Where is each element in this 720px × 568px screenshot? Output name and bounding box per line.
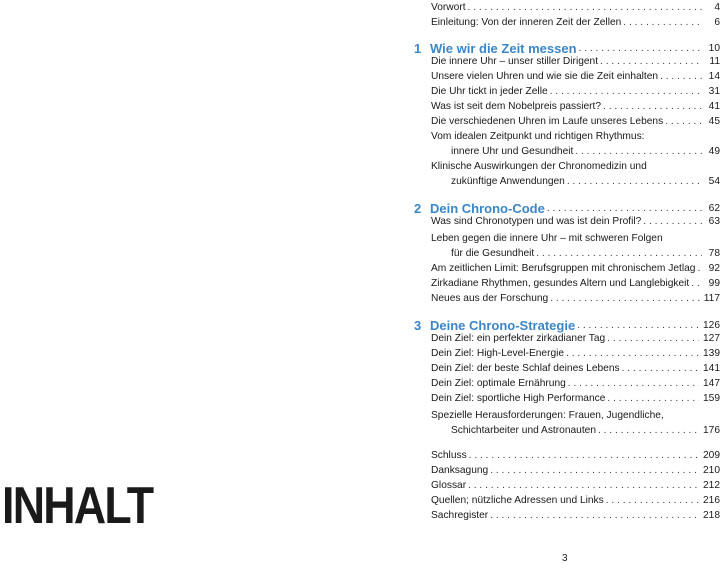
toc-entry-glossar[interactable]	[431, 478, 720, 494]
toc-entry-title: Die innere Uhr – unser stiller Dirigent	[431, 56, 599, 67]
section-number: 1	[414, 41, 422, 56]
toc-entry-page: 147	[703, 378, 720, 389]
toc-entry-title: Was ist seit dem Nobelpreis passiert?	[431, 101, 602, 112]
toc-entry-title: Sachregister	[431, 510, 489, 521]
toc-entry-page: 117	[703, 293, 720, 304]
toc-entry-title: Dein Ziel: sportliche High Performance	[431, 393, 606, 404]
toc-entry-sachregister[interactable]	[431, 508, 720, 524]
toc-entry-page: 218	[703, 510, 720, 521]
toc-entry[interactable]	[451, 423, 720, 439]
section-title: Deine Chrono-Strategie	[430, 318, 576, 333]
toc-entry[interactable]	[451, 174, 720, 190]
toc-entry[interactable]	[431, 54, 720, 70]
toc-entry-title: Am zeitlichen Limit: Berufsgruppen mit chronischem Jetlag	[431, 263, 696, 274]
toc-entry-title: Glossar	[431, 480, 467, 491]
toc-entry-title: Die Uhr tickt in jeder Zelle	[431, 86, 548, 97]
toc-entry-title: Die verschiedenen Uhren im Laufe unseres Lebens	[431, 116, 664, 127]
toc-entry-title: Schichtarbeiter und Astronauten	[451, 425, 596, 436]
toc-entry-page: 209	[703, 450, 720, 461]
toc-entry-page: 92	[708, 263, 720, 274]
section-number: 3	[414, 318, 422, 333]
toc-entry-title: Schluss	[431, 450, 467, 461]
toc-entry-page: 176	[703, 425, 720, 436]
toc-entry-page: 49	[708, 146, 720, 157]
toc-entry-einleitung[interactable]	[431, 15, 720, 31]
toc-entry[interactable]	[431, 114, 720, 130]
toc-entry-title: Zirkadiane Rhythmen, gesundes Altern und Langlebigkeit	[431, 278, 690, 289]
toc-entry-title: für die Gesundheit	[451, 248, 535, 259]
section-number: 2	[414, 201, 422, 216]
toc-entry[interactable]	[431, 214, 720, 230]
toc-entry-title: Dein Ziel: ein perfekter zirkadianer Tag	[431, 333, 606, 344]
page-title: INHALT	[2, 477, 153, 535]
section-title: Dein Chrono-Code	[430, 201, 545, 216]
toc-entry-title: Quellen; nützliche Adressen und Links	[431, 495, 604, 506]
toc-entry[interactable]	[431, 84, 720, 100]
toc-entry-page: 41	[708, 101, 720, 112]
toc-entry-page: 78	[708, 248, 720, 259]
toc-entry-line1: Leben gegen die innere Uhr – mit schweren Folgen	[431, 233, 663, 244]
page-number: 3	[562, 553, 568, 564]
toc-entry-page: 14	[708, 71, 720, 82]
toc-entry-page: 4	[714, 2, 720, 13]
toc-entry-line1: Vom idealen Zeitpunkt und richtigen Rhythmus:	[431, 131, 645, 142]
toc-entry-page: 63	[708, 216, 720, 227]
toc-entry-title: Neues aus der Forschung	[431, 293, 549, 304]
toc-entry-page: 45	[708, 116, 720, 127]
toc-entry-schluss[interactable]	[431, 448, 720, 464]
toc-entry-title: Unsere vielen Uhren und wie sie die Zeit einhalten	[431, 71, 659, 82]
toc-entry-page: 54	[708, 176, 720, 187]
toc-entry-title: Einleitung: Von der inneren Zeit der Zellen	[431, 17, 622, 28]
toc-entry[interactable]	[431, 346, 720, 362]
toc-entry[interactable]	[431, 331, 720, 347]
toc-entry-danksagung[interactable]	[431, 463, 720, 479]
toc-entry-page: 159	[703, 393, 720, 404]
toc-entry-page: 141	[703, 363, 720, 374]
toc-entry-page: 31	[708, 86, 720, 97]
toc-entry-title: Dein Ziel: High-Level-Energie	[431, 348, 565, 359]
toc-entry-page: 212	[703, 480, 720, 491]
toc-entry[interactable]	[451, 144, 720, 160]
toc-entry-title: Vorwort	[431, 2, 466, 13]
toc-entry-page: 210	[703, 465, 720, 476]
section-page: 10	[708, 43, 720, 54]
toc-entry-page: 6	[714, 17, 720, 28]
toc-entry-line1: Spezielle Herausforderungen: Frauen, Jugendliche,	[431, 410, 664, 421]
toc-entry-page: 139	[703, 348, 720, 359]
toc-entry-line1: Klinische Auswirkungen der Chronomedizin und	[431, 161, 647, 172]
toc-entry-page: 99	[708, 278, 720, 289]
toc-entry-title: Dein Ziel: optimale Ernährung	[431, 378, 566, 389]
toc-entry-title: Dein Ziel: der beste Schlaf deines Lebens	[431, 363, 620, 374]
toc-entry[interactable]	[431, 291, 720, 307]
toc-entry-quellen[interactable]	[431, 493, 720, 509]
toc-entry-title: Danksagung	[431, 465, 489, 476]
toc-entry-page: 11	[709, 56, 720, 67]
toc-entry[interactable]	[431, 276, 720, 292]
section-title: Wie wir die Zeit messen	[430, 41, 577, 56]
toc-entry[interactable]	[431, 261, 720, 277]
toc-entry-page: 216	[703, 495, 720, 506]
toc-entry[interactable]	[431, 361, 720, 377]
toc-entry[interactable]	[451, 246, 720, 262]
toc-entry-vorwort[interactable]	[431, 0, 720, 16]
toc-entry-title: Was sind Chronotypen und was ist dein Profil?	[431, 216, 642, 227]
section-page: 126	[703, 320, 720, 331]
toc-entry[interactable]	[431, 391, 720, 407]
toc-entry-title: zukünftige Anwendungen	[451, 176, 565, 187]
section-page: 62	[708, 203, 720, 214]
toc-entry-page: 127	[703, 333, 720, 344]
toc-entry[interactable]	[431, 69, 720, 85]
toc-entry[interactable]	[431, 376, 720, 392]
toc-entry[interactable]	[431, 99, 720, 115]
toc-entry-title: innere Uhr und Gesundheit	[451, 146, 574, 157]
